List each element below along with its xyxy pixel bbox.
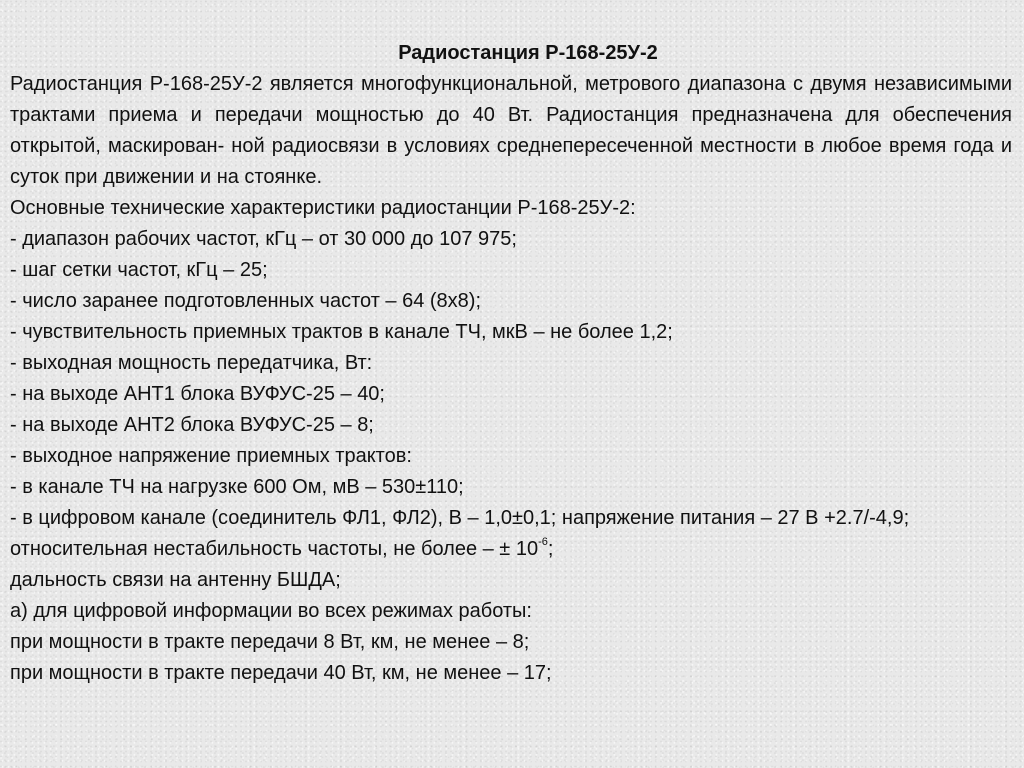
spec-tch-channel: - в канале ТЧ на нагрузке 600 Ом, мВ – 530±110;: [10, 476, 464, 498]
spec-digital-info: а) для цифровой информации во всех режимах работы:: [10, 600, 532, 622]
spec-sensitivity: - чувствительность приемных трактов в канале ТЧ, мкВ – не более 1,2;: [10, 321, 673, 343]
spec-digital-channel: - в цифровом канале (соединитель ФЛ1, ФЛ2), В – 1,0±0,1; напряжение питания – 27 В +2.7/-4,9;: [10, 507, 910, 529]
spec-preset-count: - число заранее подготовленных частот – 64 (8х8);: [10, 290, 482, 312]
intro-paragraph: Радиостанция Р-168-25У-2 является многофункциональной, метрового диапазона с двумя независимыми трактами приема и передачи мощностью до 40 Вт. Радиостанция предназначена для обеспечения открытой, маскирован- ной радиосвязи в условиях среднепересеченной местности в любое время года и суток при движении и на стоянке.: [10, 73, 1012, 188]
spec-instability-end: ;: [547, 538, 554, 560]
spec-ant2: - на выходе АНТ2 блока ВУФУС-25 – 8;: [10, 414, 374, 436]
spec-output-power: - выходная мощность передатчика, Вт:: [10, 352, 373, 374]
specs-heading: Основные технические характеристики радиостанции Р-168-25У-2:: [10, 197, 636, 219]
spec-grid-step: - шаг сетки частот, кГц – 25;: [10, 259, 268, 281]
spec-instability: [10, 534, 1012, 565]
spec-range: дальность связи на антенну БШДА;: [10, 569, 341, 591]
spec-ant1: - на выходе АНТ1 блока ВУФУС-25 – 40;: [10, 383, 385, 405]
spec-power-40: при мощности в тракте передачи 40 Вт, км, не менее – 17;: [10, 662, 552, 684]
spec-instability-text: относительная нестабильность частоты, не более – ± 10: [10, 538, 539, 560]
spec-power-8: при мощности в тракте передачи 8 Вт, км, не менее – 8;: [10, 631, 530, 653]
slide-title: Радиостанция Р-168-25У-2: [398, 42, 658, 64]
spec-output-voltage: - выходное напряжение приемных трактов:: [10, 445, 412, 467]
spec-freq-range: - диапазон рабочих частот, кГц – от 30 000 до 107 975;: [10, 228, 517, 250]
slide-content: [10, 38, 1012, 689]
spec-instability-exponent: -6: [538, 536, 548, 549]
